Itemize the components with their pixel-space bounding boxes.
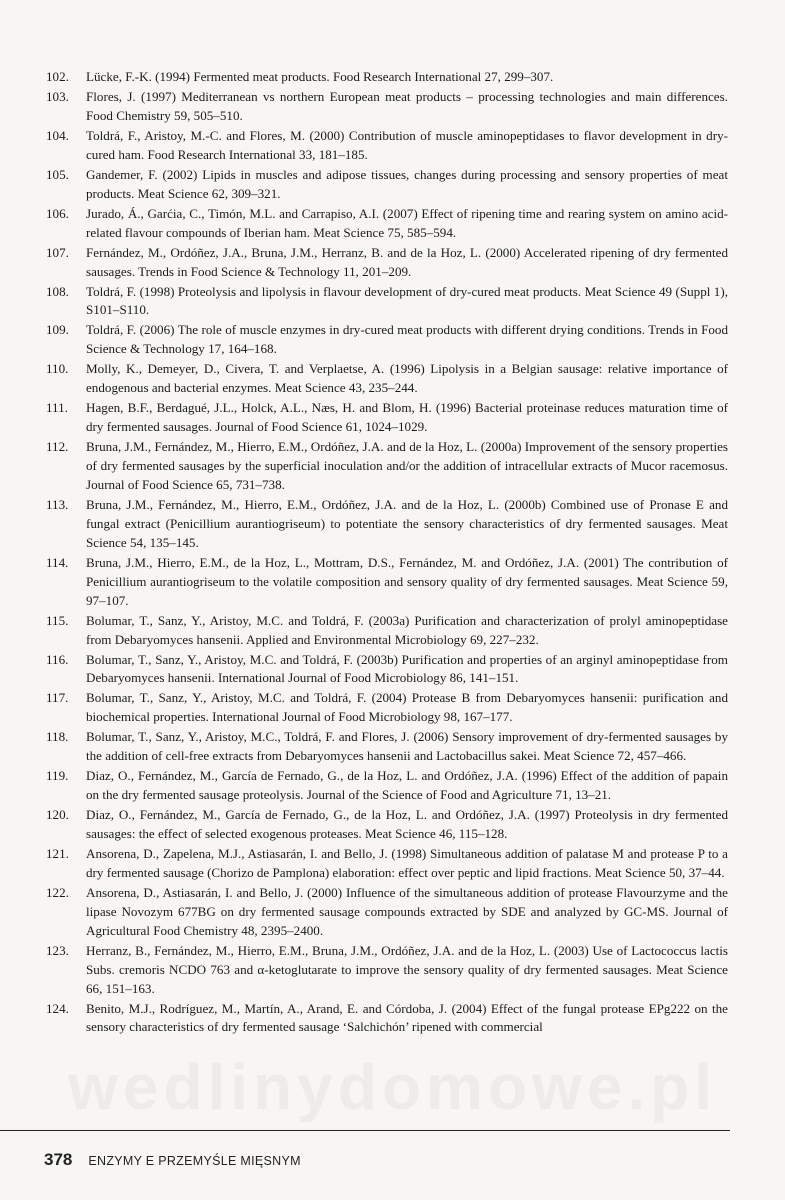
- reference-number: 111.: [46, 400, 68, 416]
- reference-item: [46, 438, 728, 495]
- reference-item: [46, 651, 728, 689]
- reference-text: Herranz, B., Fernández, M., Hierro, E.M., Bruna, J.M., Ordóñez, J.A. and de la Hoz, L. (2003) Use of Lactococcus lactis Subs. cremoris NCDO 763 and α-ketoglutarate to improve the sensory quality of dry fermented sausages. Meat Science 66, 151–163.: [86, 942, 728, 996]
- reference-item: [46, 360, 728, 398]
- reference-list: [46, 68, 728, 1038]
- reference-item: [46, 845, 728, 883]
- reference-text: Bolumar, T., Sanz, Y., Aristoy, M.C. and Toldrá, F. (2004) Protease B from Debaryomyces hansenii: purification and biochemical properties. International Journal of Food Microbiology 98, 167–177.: [86, 690, 728, 725]
- reference-item: [46, 321, 728, 359]
- reference-item: [46, 127, 728, 165]
- reference-text: Toldrá, F. (2006) The role of muscle enzymes in dry-cured meat products with different drying conditions. Trends in Food Science & Technology 17, 164–168.: [86, 322, 728, 357]
- reference-text: Gandemer, F. (2002) Lipids in muscles and adipose tissues, changes during processing and sensory properties of meat products. Meat Science 62, 309–321.: [86, 166, 728, 201]
- reference-item: [46, 884, 728, 941]
- reference-text: Flores, J. (1997) Mediterranean vs northern European meat products – processing technologies and main differences. Food Chemistry 59, 505–510.: [86, 89, 728, 123]
- reference-number: 116.: [46, 651, 69, 667]
- reference-item: [46, 166, 728, 204]
- reference-item: [46, 942, 728, 999]
- page-footer: [44, 1150, 301, 1170]
- reference-number: 103.: [46, 89, 69, 104]
- reference-number: 123.: [46, 942, 69, 958]
- reference-number: 108.: [46, 283, 69, 299]
- reference-item: [46, 399, 728, 437]
- reference-text: Toldrá, F. (1998) Proteolysis and lipolysis in flavour development of dry-cured meat products. Meat Science 49 (Suppl 1), S101–S110.: [86, 283, 728, 318]
- reference-number: 112.: [46, 439, 69, 455]
- reference-text: Bolumar, T., Sanz, Y., Aristoy, M.C. and Toldrá, F. (2003a) Purification and characterization of prolyl aminopeptidase from Debaryomyces hansenii. Applied and Environmental Microbiology 69, 227–232.: [86, 612, 728, 647]
- reference-text: Diaz, O., Fernández, M., García de Fernado, G., de la Hoz, L. and Ordóñez, J.A. (1997) Proteolysis in dry fermented sausages: the effect of selected exogenous proteases. Meat Science 46, 115–128.: [86, 807, 728, 842]
- reference-text: Bruna, J.M., Fernández, M., Hierro, E.M., Ordóñez, J.A. and de la Hoz, L. (2000a) Improvement of the sensory properties of dry fermented sausages by the superficial inoculation and/or the addition of intracellular extracts of Mucor racemosus. Journal of Food Science 65, 731–738.: [86, 439, 728, 492]
- reference-number: 114.: [46, 554, 69, 570]
- reference-number: 118.: [46, 729, 69, 745]
- reference-number: 104.: [46, 127, 69, 143]
- reference-number: 105.: [46, 166, 69, 182]
- reference-number: 120.: [46, 807, 69, 823]
- reference-item: [46, 689, 728, 727]
- reference-item: [46, 205, 728, 243]
- reference-item: [46, 244, 728, 282]
- reference-item: [46, 496, 728, 553]
- reference-item: [46, 806, 728, 844]
- reference-text: Bolumar, T., Sanz, Y., Aristoy, M.C. and Toldrá, F. (2003b) Purification and properties of an arginyl aminopeptidase from Debaryomyces hansenii. International Journal of Food Microbiology 86, 141–151.: [86, 651, 728, 686]
- reference-number: 124.: [46, 1000, 69, 1016]
- reference-text: Bolumar, T., Sanz, Y., Aristoy, M.C., Toldrá, F. and Flores, J. (2006) Sensory improvement of dry-fermented sausages by the addition of cell-free extracts from Debaryomyces hansenii and Lactobacillus sakei. Meat Science 72, 457–466.: [86, 729, 728, 764]
- reference-text: Fernández, M., Ordóñez, J.A., Bruna, J.M., Herranz, B. and de la Hoz, L. (2000) Accelerated ripening of dry fermented sausages. Trends in Food Science & Technology 11, 201–209.: [86, 244, 728, 279]
- page-number: 378: [44, 1150, 73, 1169]
- reference-text: Hagen, B.F., Berdagué, J.L., Holck, A.L., Næs, H. and Blom, H. (1996) Bacterial proteinase reduces maturation time of dry fermented sausages. Journal of Food Science 61, 1024–1029.: [86, 400, 728, 435]
- reference-item: [46, 68, 728, 87]
- reference-text: Bruna, J.M., Fernández, M., Hierro, E.M., Ordóñez, J.A. and de la Hoz, L. (2000b) Combined use of Pronase E and fungal extract (Penicillium aurantiogriseum) to potentiate the sensory characteristics of dry fermented sausages. Meat Science 54, 135–145.: [86, 496, 728, 550]
- reference-item: [46, 1000, 728, 1038]
- reference-text: Jurado, Á., Garćia, C., Timón, M.L. and Carrapiso, A.I. (2007) Effect of ripening time and rearing system on amino acid-related flavour compounds of Iberian ham. Meat Science 75, 585–594.: [86, 205, 728, 240]
- reference-item: [46, 767, 728, 805]
- reference-text: Toldrá, F., Aristoy, M.-C. and Flores, M. (2000) Contribution of muscle aminopeptidases to flavor development in dry-cured ham. Food Research International 33, 181–185.: [86, 127, 728, 162]
- reference-number: 119.: [46, 768, 69, 784]
- reference-item: [46, 554, 728, 611]
- reference-number: 110.: [46, 361, 69, 377]
- reference-number: 117.: [46, 690, 69, 706]
- reference-number: 106.: [46, 205, 69, 221]
- reference-text: Bruna, J.M., Hierro, E.M., de la Hoz, L., Mottram, D.S., Fernández, M. and Ordóñez, J.A. (2001) The contribution of Penicillium aurantiogriseum to the volatile composition and sensory quality of dry fermented sausages. Meat Science 59, 97–107.: [86, 554, 728, 608]
- reference-text: Diaz, O., Fernández, M., García de Fernado, G., de la Hoz, L. and Ordóñez, J.A. (1996) Effect of the addition of papain on the dry fermented sausage proteolysis. Journal of the Science of Food and Agriculture 71, 13–21.: [86, 768, 728, 803]
- reference-number: 121.: [46, 846, 69, 862]
- reference-number: 107.: [46, 244, 69, 260]
- running-head: ENZYMY E PRZEMYŚLE MIĘSNYM: [88, 1154, 301, 1168]
- reference-number: 102.: [46, 69, 69, 84]
- reference-text: Ansorena, D., Astiasarán, I. and Bello, J. (2000) Influence of the simultaneous addition of protease Flavourzyme and the lipase Novozym 677BG on dry fermented sausage compounds extracted by SDE and analyzed by GC-MS. Journal of Agricultural Food Chemistry 48, 2395–2400.: [86, 884, 728, 938]
- reference-item: [46, 728, 728, 766]
- reference-text: Benito, M.J., Rodríguez, M., Martín, A., Arand, E. and Córdoba, J. (2004) Effect of the fungal protease EPg222 on the sensory characteristics of dry fermented sausage ‘Salchichón’ ripened with commercial: [86, 1000, 728, 1035]
- reference-text: Ansorena, D., Zapelena, M.J., Astiasarán, I. and Bello, J. (1998) Simultaneous addition of palatase M and protease P to a dry fermented sausage (Chorizo de Pamplona) elaboration: effect over peptic and lipid fractions. Meat Science 50, 37–44.: [86, 846, 728, 880]
- reference-text: Molly, K., Demeyer, D., Civera, T. and Verplaetse, A. (1996) Lipolysis in a Belgian sausage: relative importance of endogenous and bacterial enzymes. Meat Science 43, 235–244.: [86, 361, 728, 396]
- reference-item: [46, 612, 728, 650]
- watermark: wedlinydomowe.pl: [68, 1051, 717, 1123]
- reference-number: 109.: [46, 322, 69, 338]
- reference-number: 115.: [46, 612, 69, 628]
- reference-item: [46, 88, 728, 126]
- reference-item: [46, 283, 728, 321]
- footer-rule: [0, 1130, 730, 1131]
- reference-number: 113.: [46, 496, 69, 512]
- reference-number: 122.: [46, 884, 69, 900]
- reference-text: Lücke, F.-K. (1994) Fermented meat products. Food Research International 27, 299–307.: [86, 69, 554, 84]
